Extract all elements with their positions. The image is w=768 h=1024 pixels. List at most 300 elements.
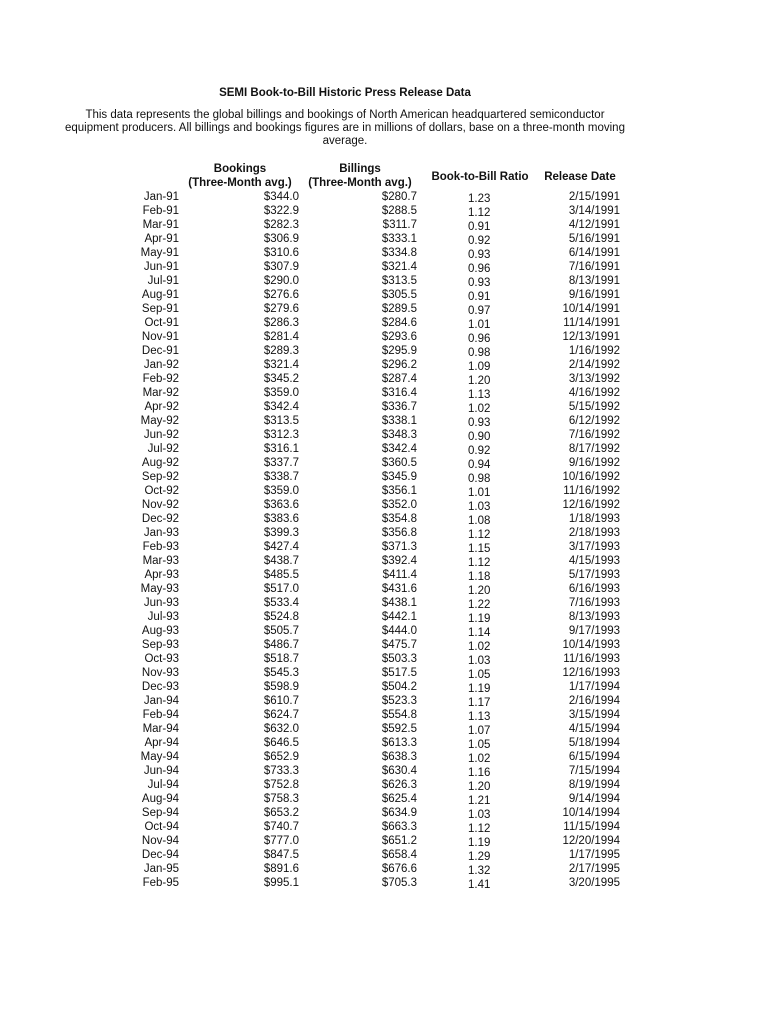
month-cell: Feb-94 xyxy=(142,709,179,721)
bookings-cell: $383.6 xyxy=(263,513,299,525)
month-cell: Aug-93 xyxy=(141,625,179,637)
ratio-cell: 0.91 xyxy=(468,291,491,303)
ratio-cell: 1.03 xyxy=(468,501,491,513)
table-row xyxy=(0,414,768,428)
month-cell: Apr-92 xyxy=(144,401,179,413)
month-cell: Oct-93 xyxy=(144,653,179,665)
ratio-cell: 1.19 xyxy=(468,683,491,695)
table-row xyxy=(0,316,768,330)
release-date-cell: 7/16/1993 xyxy=(568,597,620,609)
billings-cell: $280.7 xyxy=(381,191,417,203)
release-date-cell: 11/16/1993 xyxy=(563,653,620,665)
month-cell: Jan-92 xyxy=(143,359,179,371)
release-date-cell: 11/16/1992 xyxy=(563,485,620,497)
bookings-cell: $486.7 xyxy=(263,639,299,651)
release-date-cell: 2/15/1991 xyxy=(568,191,620,203)
table-row xyxy=(0,386,768,400)
billings-cell: $638.3 xyxy=(381,751,417,763)
month-cell: Dec-93 xyxy=(141,681,179,693)
table-row xyxy=(0,274,768,288)
release-date-cell: 1/17/1995 xyxy=(568,849,620,861)
month-cell: Sep-94 xyxy=(141,807,179,819)
table-row xyxy=(0,876,768,890)
bookings-cell: $345.2 xyxy=(263,373,299,385)
ratio-cell: 1.05 xyxy=(468,739,491,751)
release-date-cell: 6/15/1994 xyxy=(568,751,620,763)
bookings-cell: $363.6 xyxy=(263,499,299,511)
table-row xyxy=(0,792,768,806)
release-date-cell: 6/12/1992 xyxy=(568,415,620,427)
billings-cell: $293.6 xyxy=(381,331,417,343)
ratio-cell: 1.07 xyxy=(468,725,491,737)
month-cell: Jul-93 xyxy=(147,611,179,623)
table-row xyxy=(0,694,768,708)
release-date-cell: 10/14/1994 xyxy=(562,807,620,819)
table-row xyxy=(0,624,768,638)
bookings-cell: $847.5 xyxy=(263,849,299,861)
month-cell: Jul-92 xyxy=(147,443,179,455)
bookings-cell: $338.7 xyxy=(263,471,299,483)
month-cell: Aug-94 xyxy=(141,793,179,805)
bookings-cell: $777.0 xyxy=(263,835,299,847)
bookings-cell: $279.6 xyxy=(263,303,299,315)
month-cell: Apr-93 xyxy=(144,569,179,581)
ratio-cell: 1.17 xyxy=(468,697,491,709)
month-cell: Sep-91 xyxy=(141,303,179,315)
release-date-cell: 2/16/1994 xyxy=(568,695,620,707)
table-row xyxy=(0,400,768,414)
bookings-cell: $653.2 xyxy=(263,807,299,819)
month-cell: Dec-92 xyxy=(141,513,179,525)
billings-cell: $316.4 xyxy=(381,387,417,399)
billings-cell: $305.5 xyxy=(381,289,417,301)
bookings-cell: $286.3 xyxy=(263,317,299,329)
month-cell: Feb-95 xyxy=(142,877,179,889)
month-cell: Apr-94 xyxy=(144,737,179,749)
month-cell: Nov-92 xyxy=(141,499,179,511)
table-row xyxy=(0,708,768,722)
month-cell: May-94 xyxy=(140,751,179,763)
release-date-cell: 12/13/1991 xyxy=(562,331,620,343)
month-cell: Nov-93 xyxy=(141,667,179,679)
table-row xyxy=(0,862,768,876)
month-cell: Jul-94 xyxy=(147,779,179,791)
release-date-cell: 3/14/1991 xyxy=(568,205,620,217)
month-cell: May-93 xyxy=(140,583,179,595)
description: This data represents the global billings and bookings of North American headquartered semiconductor equipment producers. All billings and bookings figures are in millions of dollars, base on a three-month moving average. xyxy=(65,109,625,147)
bookings-cell: $321.4 xyxy=(263,359,299,371)
header-billings-sublabel: (Three-Month avg.) xyxy=(308,177,412,189)
release-date-cell: 12/16/1992 xyxy=(562,499,620,511)
bookings-cell: $517.0 xyxy=(263,583,299,595)
billings-cell: $321.4 xyxy=(381,261,417,273)
release-date-cell: 3/17/1993 xyxy=(568,541,620,553)
bookings-cell: $545.3 xyxy=(263,667,299,679)
table-row xyxy=(0,666,768,680)
ratio-cell: 0.93 xyxy=(468,249,491,261)
table-row xyxy=(0,246,768,260)
billings-cell: $411.4 xyxy=(382,569,417,581)
billings-cell: $503.3 xyxy=(381,653,417,665)
billings-cell: $442.1 xyxy=(381,611,417,623)
month-cell: Oct-92 xyxy=(144,485,179,497)
ratio-cell: 1.01 xyxy=(468,487,491,499)
release-date-cell: 9/14/1994 xyxy=(568,793,620,805)
table-row xyxy=(0,260,768,274)
month-cell: May-92 xyxy=(140,415,179,427)
ratio-cell: 0.92 xyxy=(468,445,491,457)
table-row xyxy=(0,190,768,204)
billings-cell: $352.0 xyxy=(381,499,417,511)
release-date-cell: 8/19/1994 xyxy=(568,779,620,791)
billings-cell: $705.3 xyxy=(381,877,417,889)
month-cell: Mar-94 xyxy=(142,723,179,735)
table-row xyxy=(0,568,768,582)
month-cell: Feb-92 xyxy=(142,373,179,385)
ratio-cell: 1.13 xyxy=(468,389,491,401)
table-row xyxy=(0,358,768,372)
billings-cell: $313.5 xyxy=(381,275,417,287)
release-date-cell: 2/17/1995 xyxy=(568,863,620,875)
billings-cell: $342.4 xyxy=(381,443,417,455)
ratio-cell: 1.14 xyxy=(468,627,491,639)
billings-cell: $554.8 xyxy=(381,709,417,721)
ratio-cell: 1.05 xyxy=(468,669,491,681)
bookings-cell: $359.0 xyxy=(263,387,299,399)
billings-cell: $360.5 xyxy=(381,457,417,469)
month-cell: Oct-94 xyxy=(144,821,179,833)
table-row xyxy=(0,820,768,834)
table-row xyxy=(0,778,768,792)
ratio-cell: 1.21 xyxy=(468,795,491,807)
ratio-cell: 0.98 xyxy=(468,473,491,485)
ratio-cell: 1.12 xyxy=(468,557,491,569)
release-date-cell: 11/15/1994 xyxy=(563,821,620,833)
ratio-cell: 1.12 xyxy=(468,823,491,835)
ratio-cell: 1.18 xyxy=(468,571,491,583)
ratio-cell: 0.90 xyxy=(468,431,491,443)
month-cell: Aug-92 xyxy=(141,457,179,469)
month-cell: Sep-93 xyxy=(141,639,179,651)
billings-cell: $295.9 xyxy=(381,345,417,357)
bookings-cell: $312.3 xyxy=(263,429,299,441)
month-cell: Jan-91 xyxy=(143,191,179,203)
month-cell: Jan-94 xyxy=(143,695,179,707)
ratio-cell: 1.12 xyxy=(468,529,491,541)
table-row xyxy=(0,372,768,386)
month-cell: Jun-91 xyxy=(143,261,179,273)
ratio-cell: 0.97 xyxy=(468,305,491,317)
release-date-cell: 8/17/1992 xyxy=(568,443,620,455)
billings-cell: $676.6 xyxy=(381,863,417,875)
month-cell: Jun-93 xyxy=(143,597,179,609)
billings-cell: $431.6 xyxy=(381,583,417,595)
release-date-cell: 4/15/1993 xyxy=(568,555,620,567)
table-row xyxy=(0,526,768,540)
bookings-cell: $518.7 xyxy=(263,653,299,665)
billings-cell: $338.1 xyxy=(381,415,417,427)
billings-cell: $438.1 xyxy=(381,597,417,609)
bookings-cell: $438.7 xyxy=(263,555,299,567)
release-date-cell: 9/16/1992 xyxy=(568,457,620,469)
month-cell: Dec-91 xyxy=(141,345,179,357)
table-row xyxy=(0,582,768,596)
month-cell: Dec-94 xyxy=(141,849,179,861)
billings-cell: $334.8 xyxy=(381,247,417,259)
ratio-cell: 1.03 xyxy=(468,655,491,667)
release-date-cell: 3/20/1995 xyxy=(568,877,620,889)
ratio-cell: 1.22 xyxy=(468,599,491,611)
release-date-cell: 7/16/1991 xyxy=(568,261,620,273)
table-row xyxy=(0,302,768,316)
release-date-cell: 4/16/1992 xyxy=(568,387,620,399)
table-row xyxy=(0,638,768,652)
header-release-date: Release Date xyxy=(544,171,616,183)
bookings-cell: $344.0 xyxy=(263,191,299,203)
bookings-cell: $313.5 xyxy=(263,415,299,427)
ratio-cell: 1.23 xyxy=(468,193,491,205)
billings-cell: $345.9 xyxy=(381,471,417,483)
release-date-cell: 9/16/1991 xyxy=(568,289,620,301)
release-date-cell: 12/20/1994 xyxy=(562,835,620,847)
billings-cell: $475.7 xyxy=(381,639,417,651)
billings-cell: $287.4 xyxy=(381,373,417,385)
bookings-cell: $322.9 xyxy=(263,205,299,217)
table-row xyxy=(0,330,768,344)
ratio-cell: 0.96 xyxy=(468,333,491,345)
ratio-cell: 0.93 xyxy=(468,277,491,289)
month-cell: Feb-93 xyxy=(142,541,179,553)
ratio-cell: 1.20 xyxy=(468,375,491,387)
month-cell: Jun-94 xyxy=(143,765,179,777)
table-row xyxy=(0,218,768,232)
bookings-cell: $891.6 xyxy=(263,863,299,875)
ratio-cell: 1.12 xyxy=(468,207,491,219)
release-date-cell: 10/14/1993 xyxy=(562,639,620,651)
billings-cell: $348.3 xyxy=(381,429,417,441)
month-cell: Nov-91 xyxy=(141,331,179,343)
header-bookings-label: Bookings xyxy=(213,163,267,175)
month-cell: Mar-91 xyxy=(142,219,179,231)
release-date-cell: 3/15/1994 xyxy=(568,709,620,721)
billings-cell: $634.9 xyxy=(381,807,417,819)
billings-cell: $626.3 xyxy=(381,779,417,791)
table-row xyxy=(0,806,768,820)
bookings-cell: $316.1 xyxy=(263,443,299,455)
month-cell: Oct-91 xyxy=(144,317,179,329)
bookings-cell: $646.5 xyxy=(263,737,299,749)
ratio-cell: 1.20 xyxy=(468,585,491,597)
release-date-cell: 11/14/1991 xyxy=(563,317,620,329)
release-date-cell: 1/18/1993 xyxy=(568,513,620,525)
billings-cell: $658.4 xyxy=(381,849,417,861)
month-cell: Mar-92 xyxy=(142,387,179,399)
table-row xyxy=(0,442,768,456)
release-date-cell: 10/16/1992 xyxy=(562,471,620,483)
release-date-cell: 5/18/1994 xyxy=(568,737,620,749)
bookings-cell: $758.3 xyxy=(263,793,299,805)
billings-cell: $289.5 xyxy=(381,303,417,315)
bookings-cell: $342.4 xyxy=(263,401,299,413)
page-title: SEMI Book-to-Bill Historic Press Release Data xyxy=(219,87,471,99)
bookings-cell: $290.0 xyxy=(263,275,299,287)
month-cell: Jan-93 xyxy=(143,527,179,539)
ratio-cell: 1.19 xyxy=(468,837,491,849)
table-row xyxy=(0,652,768,666)
ratio-cell: 0.92 xyxy=(468,235,491,247)
bookings-cell: $610.7 xyxy=(263,695,299,707)
billings-cell: $311.7 xyxy=(382,219,417,231)
table-row xyxy=(0,540,768,554)
bookings-cell: $289.3 xyxy=(263,345,299,357)
header-bookings xyxy=(185,162,295,190)
bookings-cell: $740.7 xyxy=(263,821,299,833)
release-date-cell: 6/14/1991 xyxy=(568,247,620,259)
billings-cell: $333.1 xyxy=(381,233,417,245)
bookings-cell: $624.7 xyxy=(263,709,299,721)
ratio-cell: 1.01 xyxy=(468,319,491,331)
bookings-cell: $399.3 xyxy=(263,527,299,539)
billings-cell: $651.2 xyxy=(381,835,417,847)
ratio-cell: 1.20 xyxy=(468,781,491,793)
table-row xyxy=(0,498,768,512)
bookings-cell: $733.3 xyxy=(263,765,299,777)
ratio-cell: 0.96 xyxy=(468,263,491,275)
header-billings xyxy=(305,162,415,190)
billings-cell: $336.7 xyxy=(381,401,417,413)
bookings-cell: $485.5 xyxy=(263,569,299,581)
bookings-cell: $524.8 xyxy=(263,611,299,623)
table-row xyxy=(0,680,768,694)
table-row xyxy=(0,610,768,624)
bookings-cell: $752.8 xyxy=(263,779,299,791)
release-date-cell: 5/15/1992 xyxy=(568,401,620,413)
ratio-cell: 1.09 xyxy=(468,361,491,373)
bookings-cell: $533.4 xyxy=(263,597,299,609)
release-date-cell: 2/18/1993 xyxy=(568,527,620,539)
bookings-cell: $359.0 xyxy=(263,485,299,497)
bookings-cell: $505.7 xyxy=(263,625,299,637)
bookings-cell: $281.4 xyxy=(263,331,299,343)
ratio-cell: 1.02 xyxy=(468,753,491,765)
billings-cell: $356.1 xyxy=(381,485,417,497)
table-row xyxy=(0,554,768,568)
bookings-cell: $307.9 xyxy=(263,261,299,273)
release-date-cell: 12/16/1993 xyxy=(562,667,620,679)
table-row xyxy=(0,764,768,778)
release-date-cell: 8/13/1991 xyxy=(568,275,620,287)
table-row xyxy=(0,428,768,442)
bookings-cell: $306.9 xyxy=(263,233,299,245)
table-row xyxy=(0,344,768,358)
bookings-cell: $632.0 xyxy=(263,723,299,735)
ratio-cell: 1.03 xyxy=(468,809,491,821)
table-row xyxy=(0,596,768,610)
release-date-cell: 5/17/1993 xyxy=(568,569,620,581)
billings-cell: $444.0 xyxy=(381,625,417,637)
release-date-cell: 7/16/1992 xyxy=(568,429,620,441)
bookings-cell: $337.7 xyxy=(263,457,299,469)
release-date-cell: 6/16/1993 xyxy=(568,583,620,595)
billings-cell: $523.3 xyxy=(381,695,417,707)
billings-cell: $504.2 xyxy=(381,681,417,693)
ratio-cell: 1.16 xyxy=(468,767,491,779)
month-cell: Mar-93 xyxy=(142,555,179,567)
release-date-cell: 4/15/1994 xyxy=(568,723,620,735)
ratio-cell: 0.98 xyxy=(468,347,491,359)
table-row xyxy=(0,512,768,526)
ratio-cell: 0.91 xyxy=(468,221,491,233)
header-ratio: Book-to-Bill Ratio xyxy=(431,171,529,183)
release-date-cell: 5/16/1991 xyxy=(568,233,620,245)
release-date-cell: 1/16/1992 xyxy=(568,345,620,357)
table-row xyxy=(0,204,768,218)
release-date-cell: 4/12/1991 xyxy=(568,219,620,231)
bookings-cell: $427.4 xyxy=(263,541,299,553)
billings-cell: $371.3 xyxy=(381,541,417,553)
billings-cell: $288.5 xyxy=(381,205,417,217)
table-row xyxy=(0,750,768,764)
header-bookings-sublabel: (Three-Month avg.) xyxy=(188,177,292,189)
release-date-cell: 10/14/1991 xyxy=(562,303,620,315)
month-cell: Jan-95 xyxy=(143,863,179,875)
data-table xyxy=(0,190,768,890)
release-date-cell: 2/14/1992 xyxy=(568,359,620,371)
release-date-cell: 8/13/1993 xyxy=(568,611,620,623)
ratio-cell: 1.19 xyxy=(468,613,491,625)
billings-cell: $592.5 xyxy=(381,723,417,735)
release-date-cell: 3/13/1992 xyxy=(568,373,620,385)
release-date-cell: 7/15/1994 xyxy=(568,765,620,777)
table-row xyxy=(0,484,768,498)
billings-cell: $613.3 xyxy=(381,737,417,749)
billings-cell: $630.4 xyxy=(381,765,417,777)
bookings-cell: $276.6 xyxy=(263,289,299,301)
month-cell: Feb-91 xyxy=(142,205,179,217)
ratio-cell: 1.02 xyxy=(468,641,491,653)
billings-cell: $284.6 xyxy=(381,317,417,329)
bookings-cell: $995.1 xyxy=(263,877,299,889)
table-row xyxy=(0,470,768,484)
ratio-cell: 1.32 xyxy=(468,865,491,877)
table-row xyxy=(0,848,768,862)
billings-cell: $663.3 xyxy=(381,821,417,833)
bookings-cell: $598.9 xyxy=(263,681,299,693)
bookings-cell: $310.6 xyxy=(263,247,299,259)
month-cell: Aug-91 xyxy=(141,289,179,301)
billings-cell: $517.5 xyxy=(381,667,417,679)
month-cell: Jul-91 xyxy=(147,275,179,287)
table-row xyxy=(0,232,768,246)
ratio-cell: 1.41 xyxy=(468,879,491,891)
billings-cell: $625.4 xyxy=(381,793,417,805)
ratio-cell: 1.29 xyxy=(468,851,491,863)
month-cell: Apr-91 xyxy=(144,233,179,245)
ratio-cell: 1.13 xyxy=(468,711,491,723)
ratio-cell: 0.94 xyxy=(468,459,491,471)
month-cell: Nov-94 xyxy=(141,835,179,847)
table-row xyxy=(0,456,768,470)
ratio-cell: 1.02 xyxy=(468,403,491,415)
release-date-cell: 1/17/1994 xyxy=(568,681,620,693)
ratio-cell: 0.93 xyxy=(468,417,491,429)
month-cell: Sep-92 xyxy=(141,471,179,483)
table-row xyxy=(0,834,768,848)
release-date-cell: 9/17/1993 xyxy=(568,625,620,637)
month-cell: Jun-92 xyxy=(143,429,179,441)
table-row xyxy=(0,288,768,302)
bookings-cell: $652.9 xyxy=(263,751,299,763)
